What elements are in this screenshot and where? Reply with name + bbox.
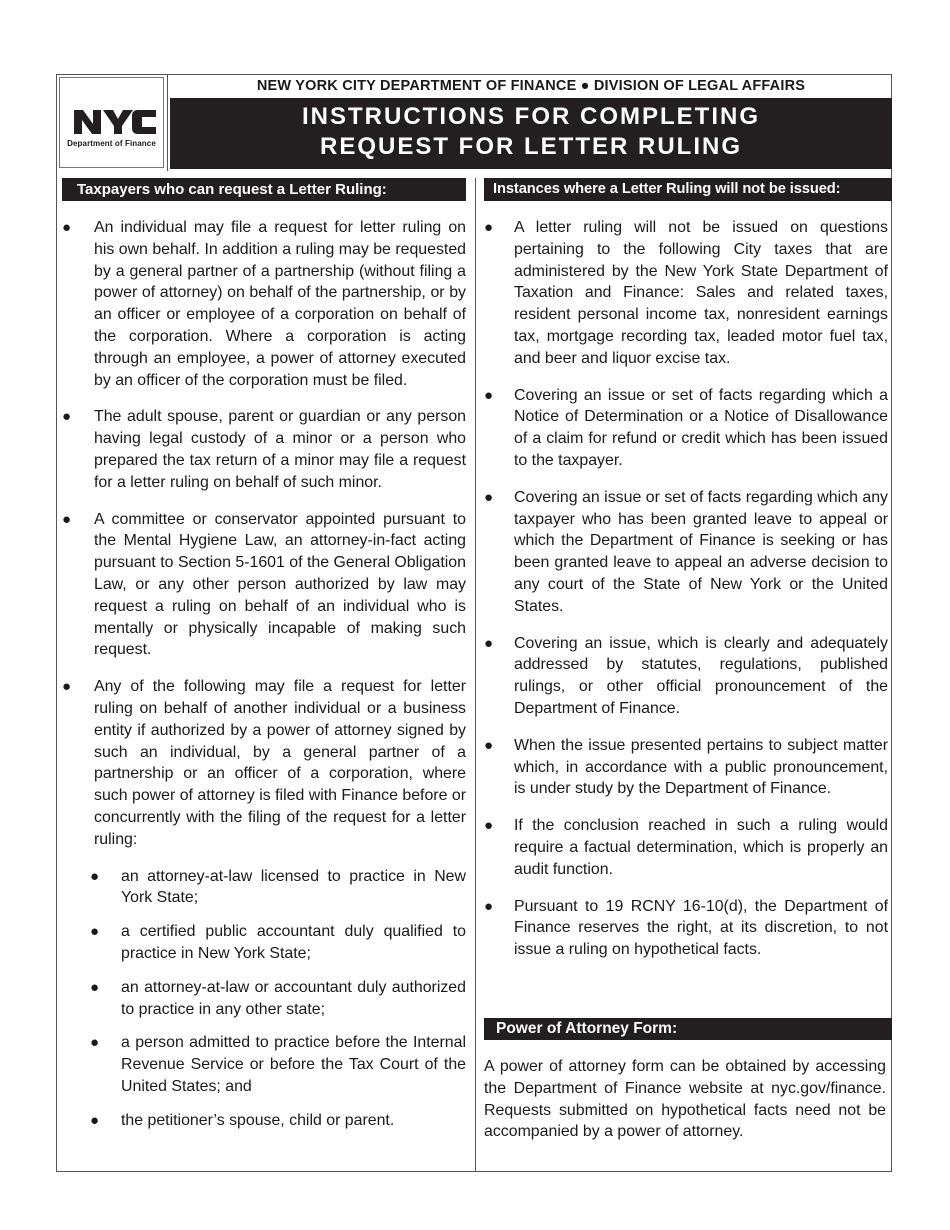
bullet-icon: ● (484, 634, 494, 652)
list-item (484, 735, 888, 800)
list-item-text: Any of the following may file a request for letter ruling on behalf of another individual or a business entity if authorized by a power of attorney signed by such an individual, by a general partner of a partnership or an officer of a corporation, where such power of attorney is filed with Finance before or concurrently with the filing of the request for a letter ruling: (94, 678, 466, 848)
bullet-icon: ● (90, 978, 100, 996)
list-item (62, 676, 466, 850)
left-column (62, 217, 466, 1143)
list-item (62, 217, 466, 391)
list-item (62, 509, 466, 662)
list-item-text: Pursuant to 19 RCNY 16-10(d), the Department of Finance reserves the right, at its discretion, to not issue a ruling on hypothetical facts. (514, 897, 888, 959)
logo-border (59, 77, 164, 168)
list-item-text: An individual may file a request for letter ruling on his own behalf. In addition a ruling may be requested by a general partner of a partnership (without filing a power of attorney) on behalf of the partnership, or by an officer or employee of a corporation on behalf of the corporation. Where a corporation is acting through an employee, a power of attorney executed by an officer of the corporation must be filed. (94, 219, 466, 389)
list-item-text: Covering an issue or set of facts regarding which any taxpayer who has been granted leave to appeal or which the Department of Finance is seeking or has been granted leave to appeal an adverse decision to any court of the State of New York or the United States. (514, 488, 888, 615)
list-item-text: A letter ruling will not be issued on questions pertaining to the following City taxes that are administered by the New York State Department of Taxation and Finance: Sales and related taxes, resident personal income tax, nonresident earnings tax, mortgage recording tax, leaded motor fuel tax, and beer and liquor excise tax. (514, 219, 888, 367)
bullet-icon: ● (484, 897, 494, 915)
sub-list-item (62, 921, 466, 965)
list-item (484, 815, 888, 880)
list-item (484, 385, 888, 472)
list-item (484, 633, 888, 720)
column-divider (475, 178, 476, 1172)
list-item (484, 896, 888, 961)
bullet-icon: ● (484, 219, 494, 236)
logo-subtitle: Department of Finance (67, 139, 156, 148)
list-item (484, 217, 888, 370)
list-item-text: a person admitted to practice before the Internal Revenue Service or before the Tax Court of the United States; and (121, 1034, 466, 1095)
list-item-text: the petitioner’s spouse, child or parent. (121, 1111, 395, 1129)
power-of-attorney-text: A power of attorney form can be obtained by accessing the Department of Finance website at nyc.gov/finance. Requests submitted on hypothetical facts need not be accompanied by a power of attorney. (484, 1058, 886, 1141)
sub-list-item (62, 1110, 466, 1132)
bullet-icon: ● (62, 678, 72, 696)
list-item-text: a certified public accountant duly qualified to practice in New York State; (121, 923, 466, 962)
list-item-text: an attorney-at-law licensed to practice in New York State; (121, 867, 466, 907)
list-item-text: A committee or conservator appointed pursuant to the Mental Hygiene Law, an attorney-in-fact acting pursuant to Section 5-1601 of the General Obligation Law, or any other person authorized by law may request a ruling on behalf of an individual who is mentally or physically incapable of making such request. (94, 510, 466, 659)
list-item-text: When the issue presented pertains to subject matter which, in accordance with a public pronouncement, is under study by the Department of Finance. (514, 736, 888, 798)
bullet-icon: ● (90, 867, 100, 885)
list-item-text: If the conclusion reached in such a ruling would require a factual determination, which is properly an audit function. (514, 817, 888, 878)
list-item (484, 487, 888, 618)
bullet-icon: ● (484, 386, 494, 404)
bullet-icon: ● (62, 219, 72, 236)
bullet-icon: ● (90, 1111, 100, 1129)
page-title-line-2: REQUEST FOR LETTER RULING (320, 133, 742, 160)
sub-list-item (62, 866, 466, 910)
nyc-logo (56, 74, 168, 171)
page-title-line-1: INSTRUCTIONS FOR COMPLETING (302, 103, 760, 130)
sub-list-item (62, 1032, 466, 1097)
left-section-heading: Taxpayers who can request a Letter Ruling: (62, 178, 466, 201)
bullet-icon: ● (62, 408, 72, 426)
bullet-icon: ● (484, 817, 494, 835)
power-of-attorney-heading: Power of Attorney Form: (484, 1018, 892, 1040)
bullet-icon: ● (484, 488, 494, 506)
bullet-icon: ● (484, 736, 494, 754)
title-bar (170, 98, 892, 169)
sub-list-item (62, 977, 466, 1021)
bullet-icon: ● (90, 1034, 100, 1052)
list-item-text: an attorney-at-law or accountant duly authorized to practice in any other state; (121, 978, 466, 1018)
list-item-text: The adult spouse, parent or guardian or any person having legal custody of a minor or a person who prepared the tax return of a minor may file a request for a letter ruling on behalf of such minor. (94, 408, 466, 491)
bullet-icon: ● (62, 510, 72, 528)
nyc-logo-icon (72, 106, 158, 138)
right-column (484, 217, 888, 976)
list-item (62, 406, 466, 493)
list-item-text: Covering an issue or set of facts regarding which a Notice of Determination or a Notice of Disallowance of a claim for refund or credit which has been issued to the taxpayer. (514, 386, 888, 469)
bullet-icon: ● (90, 923, 100, 941)
agency-line: NEW YORK CITY DEPARTMENT OF FINANCE ● DIVISION OF LEGAL AFFAIRS (256, 78, 806, 94)
right-section-heading: Instances where a Letter Ruling will not be issued: (484, 178, 892, 201)
list-item-text: Covering an issue, which is clearly and adequately addressed by statutes, regulations, published rulings, or other official pronouncement of the Department of Finance. (514, 634, 888, 717)
